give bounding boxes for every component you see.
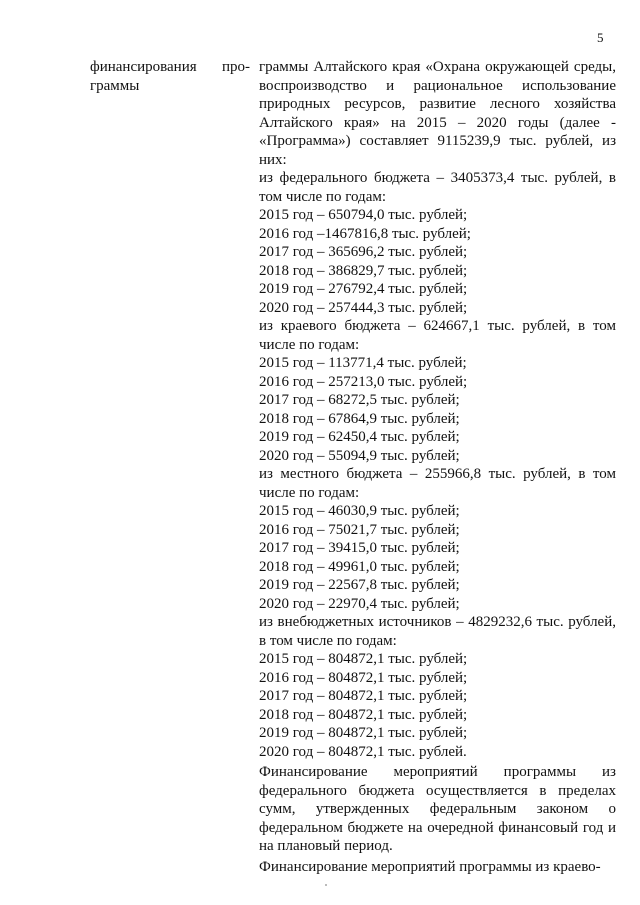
local-year-line: 2020 год – 22970,4 тыс. рублей; xyxy=(259,595,460,612)
local-year-line: 2018 год – 49961,0 тыс. рублей; xyxy=(259,558,460,575)
regional-financing-paragraph: Финансирование мероприятий программы из краево- xyxy=(259,858,601,875)
regional-year-line: 2019 год – 62450,4 тыс. рублей; xyxy=(259,429,460,445)
regional-year-line: 2015 год – 113771,4 тыс. рублей; xyxy=(259,355,467,371)
extrabudgetary-year-line: 2019 год – 804872,1 тыс. рублей; xyxy=(259,725,468,741)
local-year-line: 2015 год – 46030,9 тыс. рублей; xyxy=(259,503,460,519)
extrabudgetary-year-line: 2015 год – 804872,1 тыс. рублей; xyxy=(259,651,468,667)
intro-paragraph: граммы Алтайского края «Охрана окружающей среды, воспроизводство и рациональное использование природных ресурсов, развитие лесного хозяйства Алтайского края» на 2015 – 2020 годы (далее - «Программа») составляет 9115239,9 тыс. рублей, из них: xyxy=(259,59,616,168)
extrabudgetary-year-line: 2016 год – 804872,1 тыс. рублей; xyxy=(259,669,468,686)
passport-value xyxy=(259,58,616,876)
regional-year-line: 2018 год – 67864,9 тыс. рублей; xyxy=(259,410,460,427)
federal-year-line: 2020 год – 257444,3 тыс. рублей; xyxy=(259,299,468,316)
label-word-program: граммы xyxy=(90,77,140,94)
federal-year-line: 2019 год – 276792,4 тыс. рублей; xyxy=(259,281,468,297)
scan-speck xyxy=(325,884,327,886)
extrabudgetary-header: из внебюджетных источников – 4829232,6 тыс. рублей, в том числе по годам: xyxy=(259,614,616,649)
federal-financing-paragraph: Финансирование мероприятий программы из федерального бюджета осуществляется в пределах сумм, утвержденных федеральным законом о федеральном бюджете на очередной финансовый год и на плановый период. xyxy=(259,764,616,854)
federal-budget-header: из федерального бюджета – 3405373,4 тыс. рублей, в том числе по годам: xyxy=(259,170,616,205)
local-year-line: 2016 год – 75021,7 тыс. рублей; xyxy=(259,521,460,538)
regional-year-line: 2016 год – 257213,0 тыс. рублей; xyxy=(259,373,468,390)
extrabudgetary-year-line: 2020 год – 804872,1 тыс. рублей. xyxy=(259,743,467,760)
federal-year-line: 2017 год – 365696,2 тыс. рублей; xyxy=(259,244,468,260)
extrabudgetary-year-line: 2017 год – 804872,1 тыс. рублей; xyxy=(259,688,468,704)
label-word-pro: про- xyxy=(221,59,250,75)
regional-year-line: 2020 год – 55094,9 тыс. рублей; xyxy=(259,447,460,464)
local-year-line: 2017 год – 39415,0 тыс. рублей; xyxy=(259,540,460,556)
label-word-financing: финансирования xyxy=(90,59,197,75)
passport-label xyxy=(90,58,250,95)
local-budget-header: из местного бюджета – 255966,8 тыс. рублей, в том числе по годам: xyxy=(259,466,616,501)
federal-year-line: 2016 год –1467816,8 тыс. рублей; xyxy=(259,225,471,242)
federal-year-line: 2015 год – 650794,0 тыс. рублей; xyxy=(259,207,468,223)
regional-budget-header: из краевого бюджета – 624667,1 тыс. рублей, в том числе по годам: xyxy=(259,318,616,353)
extrabudgetary-year-line: 2018 год – 804872,1 тыс. рублей; xyxy=(259,706,468,723)
page-number: 5 xyxy=(597,30,604,45)
regional-year-line: 2017 год – 68272,5 тыс. рублей; xyxy=(259,392,460,408)
local-year-line: 2019 год – 22567,8 тыс. рублей; xyxy=(259,577,460,593)
federal-year-line: 2018 год – 386829,7 тыс. рублей; xyxy=(259,262,468,279)
